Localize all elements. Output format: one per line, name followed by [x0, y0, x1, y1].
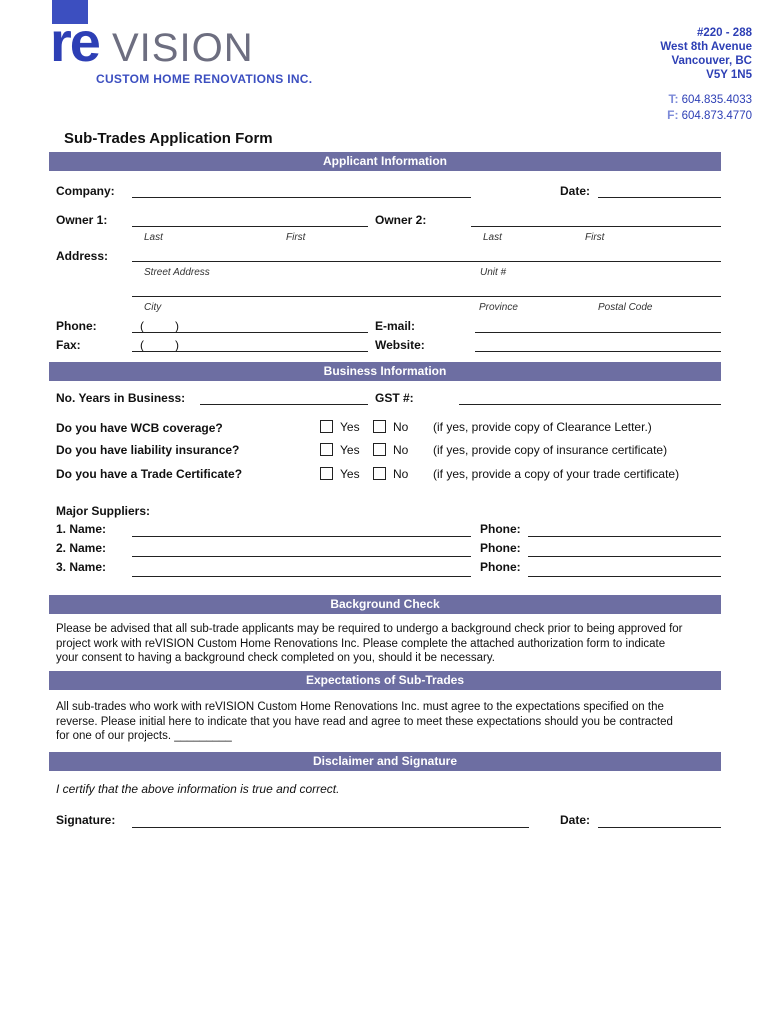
liability-yes-checkbox[interactable]	[320, 443, 333, 456]
company-label: Company:	[56, 184, 115, 198]
province-hint: Province	[479, 302, 518, 313]
website-field[interactable]	[475, 351, 721, 352]
years-label: No. Years in Business:	[56, 391, 186, 405]
wcb-note: (if yes, provide copy of Clearance Letter.)	[433, 420, 652, 434]
supplier-2-phone-label: Phone:	[480, 541, 521, 555]
date-field[interactable]	[598, 197, 721, 198]
signature-date-label: Date:	[560, 813, 591, 827]
address-line: West 8th Avenue	[660, 41, 752, 53]
section-business-information: Business Information	[49, 362, 721, 381]
fax-field[interactable]	[132, 351, 368, 352]
supplier-3-name-label: 3. Name:	[56, 560, 107, 574]
address-line: V5Y 1N5	[706, 69, 752, 81]
expectations-line: All sub-trades who work with reVISION Custom Home Renovations Inc. must agree to the expectations specified on the	[56, 701, 664, 713]
background-line: Please be advised that all sub-trade applicants may be required to undergo a background check prior to being approved for	[56, 623, 683, 635]
supplier-3-name-field[interactable]	[132, 576, 471, 577]
liability-yes-label: Yes	[340, 443, 360, 457]
expectations-line: reverse. Please initial here to indicate that you have read and agree to meet these expectations should you be contracted	[56, 715, 673, 728]
wcb-no-label: No	[393, 420, 409, 434]
city-province-field[interactable]	[132, 296, 721, 297]
supplier-2-name-label: 2. Name:	[56, 541, 107, 555]
wcb-no-checkbox[interactable]	[373, 420, 386, 433]
supplier-1-name-label: 1. Name:	[56, 522, 107, 536]
logo-vision: VISION	[112, 26, 254, 70]
years-field[interactable]	[200, 404, 368, 405]
address-label: Address:	[56, 249, 109, 263]
tel-label: T:	[668, 92, 679, 106]
phone-paren-open: (	[140, 319, 144, 333]
postal-hint: Postal Code	[598, 302, 653, 313]
supplier-2-phone-field[interactable]	[528, 556, 721, 557]
phone-label: Phone:	[56, 319, 97, 333]
owner2-last-hint: Last	[483, 232, 502, 243]
owner2-first-hint: First	[585, 232, 605, 243]
fax-label: F:	[667, 108, 679, 122]
owner2-field[interactable]	[471, 226, 721, 227]
expectations-line: for one of our projects. _________	[56, 730, 232, 742]
fax-paren-close: )	[175, 338, 179, 352]
wcb-yes-label: Yes	[340, 420, 360, 434]
email-label: E-mail:	[375, 319, 416, 333]
date-label: Date:	[560, 184, 591, 198]
owner1-field[interactable]	[132, 226, 368, 227]
trade-note: (if yes, provide a copy of your trade certificate)	[433, 467, 680, 481]
owner1-first-hint: First	[286, 232, 306, 243]
street-address-field[interactable]	[132, 261, 721, 262]
address-line: Vancouver, BC	[671, 55, 752, 67]
fax-value: 604.873.4770	[681, 110, 752, 122]
trade-no-checkbox[interactable]	[373, 467, 386, 480]
company-address	[660, 26, 752, 82]
wcb-yes-checkbox[interactable]	[320, 420, 333, 433]
background-line: your consent to having a background check completed on you, should it be necessary.	[56, 652, 495, 664]
liability-note: (if yes, provide copy of insurance certificate)	[433, 443, 668, 457]
section-disclaimer-signature: Disclaimer and Signature	[49, 752, 721, 771]
phone-field[interactable]	[132, 332, 368, 333]
section-background-check: Background Check	[49, 595, 721, 614]
supplier-3-phone-label: Phone:	[480, 560, 521, 574]
background-line: project work with reVISION Custom Home Renovations Inc. Please complete the attached authorization form to indicate	[56, 637, 666, 650]
logo-subtitle: CUSTOM HOME RENOVATIONS INC.	[96, 72, 313, 86]
signature-label: Signature:	[56, 813, 116, 827]
phone-paren-close: )	[175, 319, 179, 333]
liability-no-label: No	[393, 443, 409, 457]
trade-yes-checkbox[interactable]	[320, 467, 333, 480]
background-paragraph	[56, 622, 716, 666]
owner2-label: Owner 2:	[375, 213, 427, 227]
signature-date-field[interactable]	[598, 827, 721, 828]
expectations-paragraph	[56, 700, 716, 744]
gst-field[interactable]	[459, 404, 721, 405]
section-expectations: Expectations of Sub-Trades	[49, 671, 721, 690]
supplier-1-phone-field[interactable]	[528, 536, 721, 537]
question-liability: Do you have liability insurance?	[56, 443, 240, 457]
tel-value: 604.835.4033	[681, 94, 752, 106]
certify-statement: I certify that the above information is true and correct.	[56, 782, 340, 796]
supplier-1-phone-label: Phone:	[480, 522, 521, 536]
fax-paren-open: (	[140, 338, 144, 352]
supplier-1-name-field[interactable]	[132, 536, 471, 537]
trade-yes-label: Yes	[340, 467, 360, 481]
company-field[interactable]	[132, 197, 471, 198]
fax-label: Fax:	[56, 338, 81, 352]
section-applicant-information: Applicant Information	[49, 152, 721, 171]
logo-re: re	[50, 10, 99, 73]
supplier-3-phone-field[interactable]	[528, 576, 721, 577]
signature-field[interactable]	[132, 827, 529, 828]
address-line: #220 - 288	[697, 27, 752, 39]
company-phones	[667, 92, 752, 124]
liability-no-checkbox[interactable]	[373, 443, 386, 456]
website-label: Website:	[375, 338, 425, 352]
question-trade-certificate: Do you have a Trade Certificate?	[56, 467, 243, 481]
trade-no-label: No	[393, 467, 409, 481]
supplier-2-name-field[interactable]	[132, 556, 471, 557]
owner1-last-hint: Last	[144, 232, 163, 243]
gst-label: GST #:	[375, 391, 414, 405]
question-wcb: Do you have WCB coverage?	[56, 421, 223, 435]
street-hint: Street Address	[144, 267, 210, 278]
suppliers-label: Major Suppliers:	[56, 504, 151, 518]
form-title: Sub-Trades Application Form	[64, 130, 273, 147]
city-hint: City	[144, 302, 162, 313]
unit-hint: Unit #	[480, 267, 507, 278]
email-field[interactable]	[475, 332, 721, 333]
owner1-label: Owner 1:	[56, 213, 108, 227]
